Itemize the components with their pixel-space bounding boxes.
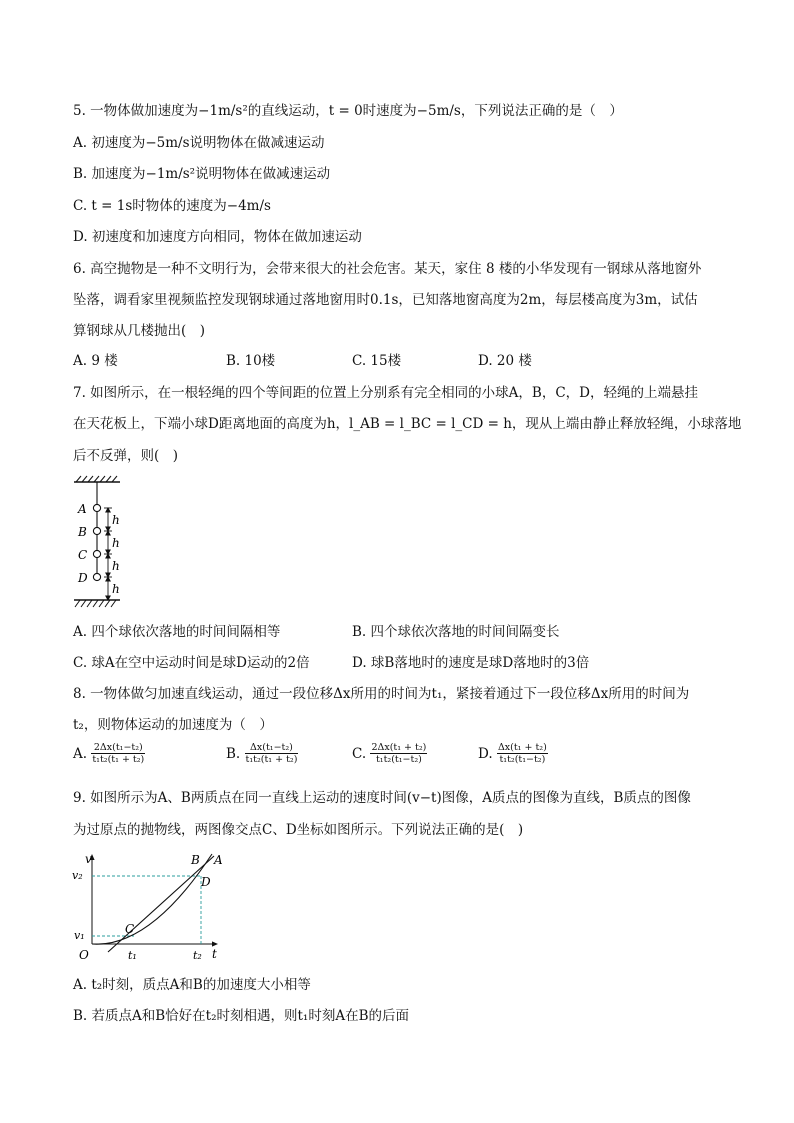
q6-option-c: C. 15楼 bbox=[352, 353, 402, 369]
q6-option-d: D. 20 楼 bbox=[478, 353, 532, 369]
q9-stem-line2: 为过原点的抛物线，两图像交点C、D坐标如图所示。下列说法正确的是( ) bbox=[73, 822, 524, 838]
origin-label: O bbox=[79, 948, 89, 962]
q8-option-d-denominator: t₁t₂(t₁−t₂) bbox=[499, 754, 546, 765]
q8-option-d bbox=[478, 742, 548, 765]
q9-vt-graph bbox=[72, 848, 232, 966]
t-axis-label: t bbox=[212, 947, 217, 961]
q8-option-c bbox=[352, 742, 427, 765]
t1-label: t₁ bbox=[128, 949, 137, 962]
point-d-label: D bbox=[201, 875, 211, 889]
q5-stem: 5. 一物体做加速度为−1m/s²的直线运动，t = 0时速度为−5m/s，下列说法正确的是（ ） bbox=[73, 103, 623, 119]
q7-option-a: A. 四个球依次落地的时间间隔相等 bbox=[73, 624, 281, 640]
q8-option-a bbox=[73, 742, 145, 765]
q7-option-b: B. 四个球依次落地的时间间隔变长 bbox=[352, 624, 560, 640]
q8-option-b bbox=[226, 742, 298, 765]
label-c: C bbox=[78, 548, 88, 562]
gap-label-3: h bbox=[112, 559, 120, 573]
line-a-label: A bbox=[214, 853, 223, 867]
ball-d bbox=[93, 573, 100, 580]
q5-option-b: B. 加速度为−1m/s²说明物体在做减速运动 bbox=[73, 166, 331, 182]
dimension-arrows bbox=[104, 508, 112, 600]
q8-option-d-numerator: Δx(t₁ + t₂) bbox=[497, 742, 547, 753]
q8-option-b-label: B. bbox=[226, 745, 241, 762]
t2-label: t₂ bbox=[193, 949, 202, 962]
q9-option-a: A. t₂时刻，质点A和B的加速度大小相等 bbox=[73, 977, 311, 993]
q8-option-c-numerator: 2Δx(t₁ + t₂) bbox=[371, 742, 427, 753]
q9-stem-line1: 9. 如图所示为A、B两质点在同一直线上运动的速度时间(v−t)图像，A质点的图像为直线，B质点的图像 bbox=[73, 790, 691, 806]
label-d: D bbox=[78, 571, 88, 585]
q9-option-b: B. 若质点A和B恰好在t₂时刻相遇，则t₁时刻A在B的后面 bbox=[73, 1008, 410, 1024]
ball-b bbox=[93, 527, 100, 534]
v2-label: v₂ bbox=[72, 869, 83, 882]
label-a: A bbox=[78, 502, 87, 516]
q5-option-a: A. 初速度为−5m/s说明物体在做减速运动 bbox=[73, 135, 325, 151]
q6-stem-line2: 坠落，调看家里视频监控发现钢球通过落地窗用时0.1s，已知落地窗高度为2m，每层楼高度为3m，试估 bbox=[73, 292, 698, 308]
label-b: B bbox=[78, 525, 87, 539]
q5-option-c: C. t = 1s时物体的速度为−4m/s bbox=[73, 198, 271, 214]
q6-stem-line1: 6. 高空抛物是一种不文明行为，会带来很大的社会危害。某天，家住 8 楼的小华发现有一钢球从落地窗外 bbox=[73, 261, 702, 277]
q7-stem-line1: 7. 如图所示，在一根轻绳的四个等间距的位置上分别系有完全相同的小球A，B，C，D，轻绳的上端悬挂 bbox=[73, 385, 698, 401]
ceiling-hatch bbox=[76, 476, 117, 482]
q7-stem-line3: 后不反弹，则( ) bbox=[73, 448, 179, 464]
point-c-label: C bbox=[125, 922, 135, 936]
q8-stem-line1: 8. 一物体做匀加速直线运动，通过一段位移Δx所用的时间为t₁，紧接着通过下一段位移Δx所用的时间为 bbox=[73, 686, 690, 702]
q6-option-a: A. 9 楼 bbox=[73, 353, 118, 369]
q7-stem-line2: 在天花板上，下端小球D距离地面的高度为h，l_AB = l_BC = l_CD = h，现从上端由静止释放轻绳，小球落地 bbox=[73, 416, 742, 432]
q8-option-b-numerator: Δx(t₁−t₂) bbox=[245, 742, 299, 754]
q7-option-d: D. 球B落地时的速度是球D落地时的3倍 bbox=[352, 655, 590, 671]
ball-a bbox=[93, 504, 100, 511]
q7-option-c: C. 球A在空中运动时间是球D运动的2倍 bbox=[73, 655, 310, 671]
q8-option-b-denominator: t₁t₂(t₁ + t₂) bbox=[245, 754, 298, 765]
q8-option-a-label: A. bbox=[73, 745, 88, 762]
q8-stem-line2: t₂，则物体运动的加速度为（ ） bbox=[73, 717, 273, 733]
q8-option-a-numerator: 2Δx(t₁−t₂) bbox=[91, 742, 145, 754]
q8-option-c-label: C. bbox=[352, 745, 367, 762]
q8-option-c-denominator: t₁t₂(t₁−t₂) bbox=[375, 754, 422, 765]
q5-option-d: D. 初速度和加速度方向相同，物体在做加速运动 bbox=[73, 229, 362, 245]
gap-label-2: h bbox=[112, 536, 120, 550]
q7-figure bbox=[70, 474, 130, 614]
ground-hatch bbox=[75, 600, 116, 607]
t-axis-arrow bbox=[212, 941, 218, 946]
v1-label: v₁ bbox=[74, 929, 85, 942]
curve-b-label: B bbox=[191, 853, 200, 867]
gap-label-1: h bbox=[112, 513, 120, 527]
q8-option-a-denominator: t₁t₂(t₁ + t₂) bbox=[92, 754, 145, 765]
line-a bbox=[108, 856, 214, 952]
v-axis-label: v bbox=[85, 852, 92, 866]
curve-b bbox=[92, 854, 212, 944]
q6-option-b: B. 10楼 bbox=[226, 353, 276, 369]
q8-option-d-label: D. bbox=[478, 745, 493, 762]
q6-stem-line3: 算钢球从几楼抛出( ) bbox=[73, 323, 206, 339]
gap-label-4: h bbox=[112, 582, 120, 596]
ball-c bbox=[93, 550, 100, 557]
